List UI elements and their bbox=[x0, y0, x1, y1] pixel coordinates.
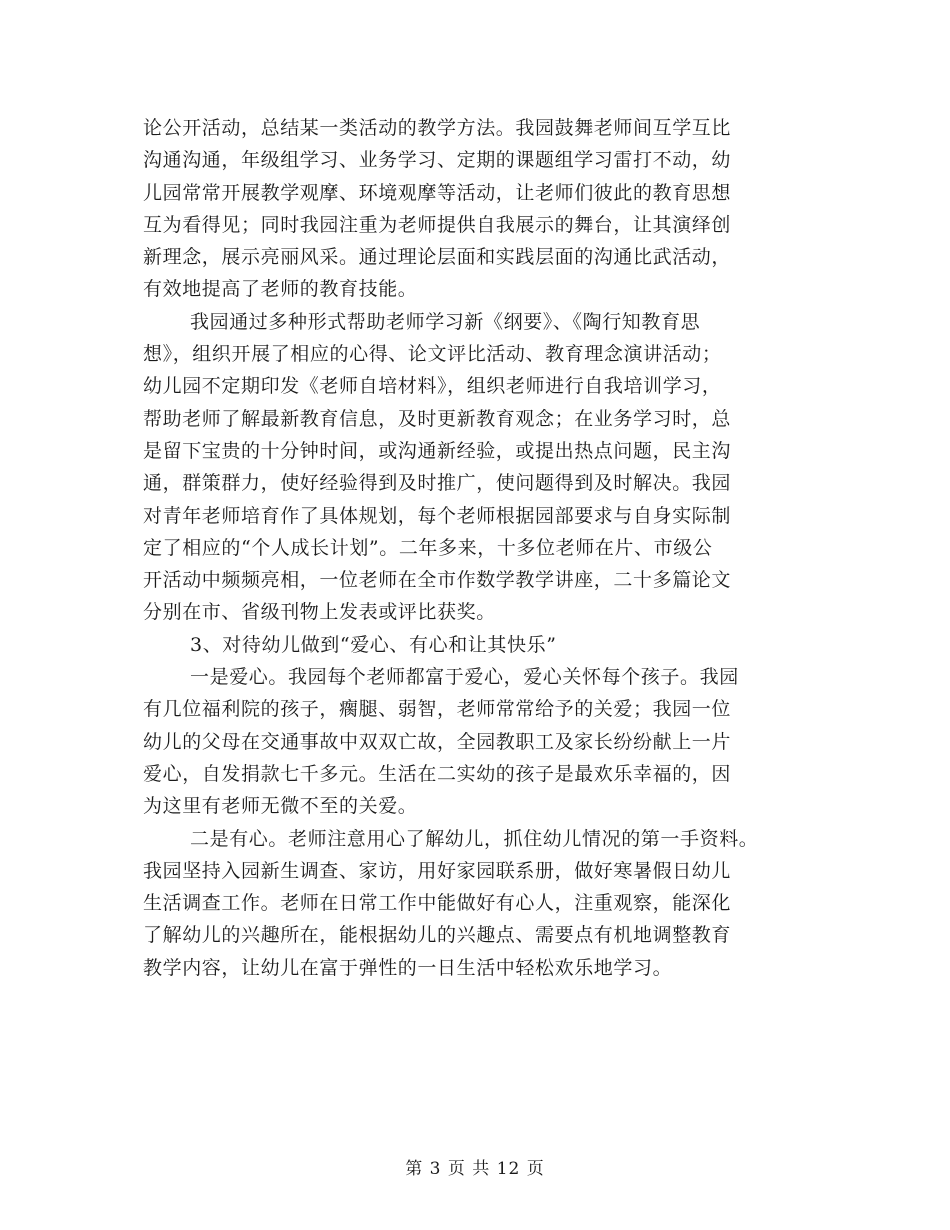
text-line: 开活动中频频亮相，一位老师在全市作数学教学讲座，二十多篇论文 bbox=[143, 569, 732, 592]
text-line: 是留下宝贵的十分钟时间，或沟通新经验，或提出热点问题，民主沟 bbox=[143, 439, 732, 462]
text-line: 想》，组织开展了相应的心得、论文评比活动、教育理念演讲活动； bbox=[143, 343, 722, 366]
text-line: 3、对待幼儿做到“爱心、有心和让其快乐” bbox=[190, 633, 557, 656]
text-line: 幼儿的父母在交通事故中双双亡故，全园教职工及家长纷纷献上一片 bbox=[143, 730, 732, 753]
text-line: 互为看得见；同时我园注重为老师提供自我展示的舞台，让其演绎创 bbox=[143, 213, 732, 236]
text-line: 定了相应的“个人成长计划”。二年多来，十多位老师在片、市级公 bbox=[143, 536, 713, 559]
text-line: 我园通过多种形式帮助老师学习新《纲要》、《陶行知教育思 bbox=[190, 310, 701, 333]
text-line: 了解幼儿的兴趣所在，能根据幼儿的兴趣点、需要点有机地调整教育 bbox=[143, 924, 732, 947]
page-footer: 第 3 页 共 12 页 bbox=[405, 1159, 545, 1179]
text-line: 二是有心。老师注意用心了解幼儿，抓住幼儿情况的第一手资料。 bbox=[190, 827, 759, 850]
text-line: 我园坚持入园新生调查、家访，用好家园联系册，做好寒暑假日幼儿 bbox=[143, 859, 732, 882]
text-line: 生活调查工作。老师在日常工作中能做好有心人，注重观察，能深化 bbox=[143, 892, 732, 915]
text-line: 一是爱心。我园每个老师都富于爱心，爱心关怀每个孩子。我园 bbox=[190, 666, 739, 689]
text-line: 教学内容，让幼儿在富于弹性的一日生活中轻松欢乐地学习。 bbox=[143, 956, 673, 979]
text-line: 有效地提高了老师的教育技能。 bbox=[143, 278, 418, 301]
text-line: 幼儿园不定期印发《老师自培材料》，组织老师进行自我培训学习， bbox=[143, 375, 722, 398]
text-line: 有几位福利院的孩子，瘸腿、弱智，老师常常给予的关爱；我园一位 bbox=[143, 698, 732, 721]
text-line: 沟通沟通，年级组学习、业务学习、定期的课题组学习雷打不动，幼 bbox=[143, 149, 732, 172]
body-text bbox=[143, 112, 808, 984]
text-line: 为这里有老师无微不至的关爱。 bbox=[143, 795, 418, 818]
text-line: 爱心，自发捐款七千多元。生活在二实幼的孩子是最欢乐幸福的，因 bbox=[143, 762, 732, 785]
text-line: 帮助老师了解最新教育信息，及时更新教育观念；在业务学习时，总 bbox=[143, 407, 732, 430]
text-line: 通，群策群力，使好经验得到及时推广，使问题得到及时解决。我园 bbox=[143, 472, 732, 495]
text-line: 对青年老师培育作了具体规划，每个老师根据园部要求与自身实际制 bbox=[143, 504, 732, 527]
text-line: 论公开活动，总结某一类活动的教学方法。我园鼓舞老师间互学互比 bbox=[143, 117, 732, 139]
text-line: 儿园常常开展教学观摩、环境观摩等活动，让老师们彼此的教育思想 bbox=[143, 181, 732, 204]
text-line: 分别在市、省级刊物上发表或评比获奖。 bbox=[143, 601, 496, 624]
text-line: 新理念，展示亮丽风采。通过理论层面和实践层面的沟通比武活动， bbox=[143, 246, 732, 269]
